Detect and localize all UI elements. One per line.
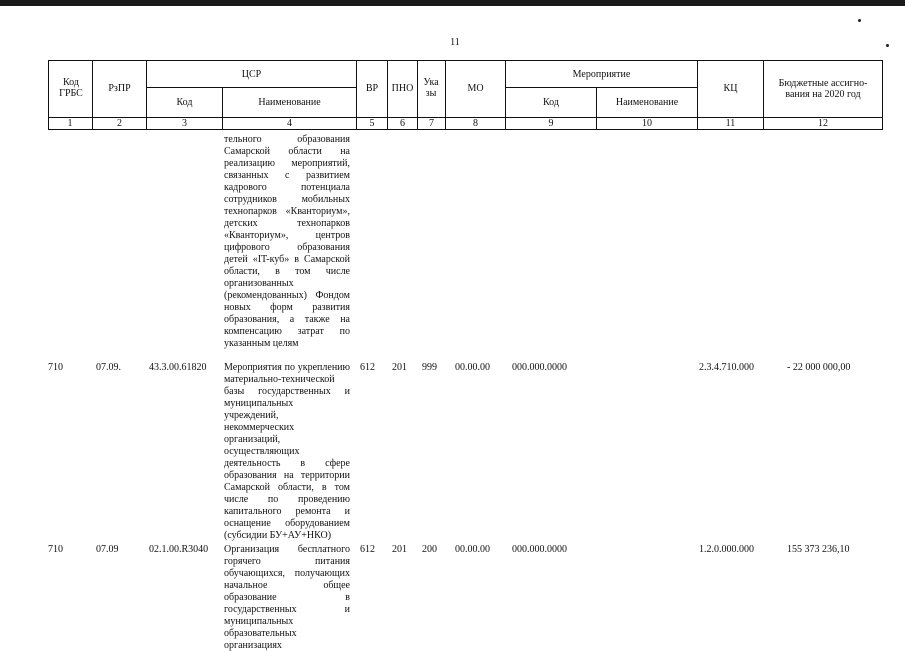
header-kc: КЦ xyxy=(723,82,738,94)
cell-mo: 00.00.00 xyxy=(455,544,490,555)
column-number: 5 xyxy=(369,118,375,129)
cell-ukazy: 999 xyxy=(422,362,437,373)
cell-rzpr: 07.09 xyxy=(96,544,119,555)
column-number: 9 xyxy=(548,118,554,129)
cell-name: Мероприятия по укреплению материально-технической базы государственных и муниципальных учреждений, некоммерческих организаций, осуществляющих деятельность в сфере образования на территории Самарской области, в том числе по проведению капитального ремонта и оснащение оборудованием (субсидии БУ+АУ+НКО) xyxy=(224,362,350,541)
scan-speck xyxy=(886,44,889,47)
header-budget: Бюджетные ассигно- вания на 2020 год xyxy=(778,78,868,100)
header-kod-grbs: Код ГРБС xyxy=(59,77,83,99)
header-meropriyatie: Мероприятие xyxy=(572,68,631,80)
cell-mer-kod: 000.000.0000 xyxy=(512,362,567,373)
cell-mer-kod: 000.000.0000 xyxy=(512,544,567,555)
cell-pno: 201 xyxy=(392,362,407,373)
header-mer-name: Наименование xyxy=(615,96,679,108)
table-header xyxy=(48,60,883,130)
cell-kc: 2.3.4.710.000 xyxy=(699,362,754,373)
column-number: 1 xyxy=(67,118,73,129)
page-number: 11 xyxy=(450,37,460,48)
column-number: 11 xyxy=(725,118,736,129)
scan-speck xyxy=(858,19,861,22)
column-number: 6 xyxy=(400,118,405,129)
cell-amount: 155 373 236,10 xyxy=(787,544,850,555)
cell-csr-kod: 02.1.00.R3040 xyxy=(149,544,209,555)
cell-ukazy: 200 xyxy=(422,544,437,555)
cell-rzpr: 07.09. xyxy=(96,362,121,373)
header-rzpr: РзПР xyxy=(108,82,131,94)
header-csr: ЦСР xyxy=(241,68,262,80)
cell-vr: 612 xyxy=(360,362,375,373)
column-number: 8 xyxy=(473,118,478,129)
column-number: 3 xyxy=(182,118,187,129)
header-csr-name: Наименование xyxy=(258,96,321,108)
column-number: 12 xyxy=(818,118,828,129)
column-number: 10 xyxy=(642,118,652,129)
header-csr-kod: Код xyxy=(176,96,193,108)
cell-grbs: 710 xyxy=(48,544,63,555)
cell-name: Организация бесплатного горячего питания обучающихся, получающих начальное общее образование в государственных и муниципальных образовательных организациях xyxy=(224,544,350,651)
cell-mo: 00.00.00 xyxy=(455,362,490,373)
scan-top-edge xyxy=(0,0,905,6)
column-number: 2 xyxy=(117,118,122,129)
cell-vr: 612 xyxy=(360,544,375,555)
header-pno: ПНО xyxy=(391,82,414,94)
cell-grbs: 710 xyxy=(48,362,63,373)
column-number: 7 xyxy=(429,118,434,129)
cell-kc: 1.2.0.000.000 xyxy=(699,544,754,555)
header-ukazy: Ука зы xyxy=(423,77,439,99)
header-vr: ВР xyxy=(365,82,379,94)
continuation-name-text: тельного образования Самарской области на реализацию мероприятий, связанных с развитием кадрового потенциала сотрудников мобильных технопарков «Кванториум», детских технопарков «Кванториум», центров цифрового образования детей «IT-куб» в Самарской области, в том числе организованных (рекомендованных) Фондом новых форм развития образования, а также на компенсацию затрат по указанным целям xyxy=(224,134,350,349)
header-mer-kod: Код xyxy=(543,96,559,108)
header-mo: МО xyxy=(467,82,484,94)
cell-amount: - 22 000 000,00 xyxy=(787,362,851,373)
cell-csr-kod: 43.3.00.61820 xyxy=(149,362,207,373)
cell-pno: 201 xyxy=(392,544,407,555)
column-number: 4 xyxy=(287,118,292,129)
